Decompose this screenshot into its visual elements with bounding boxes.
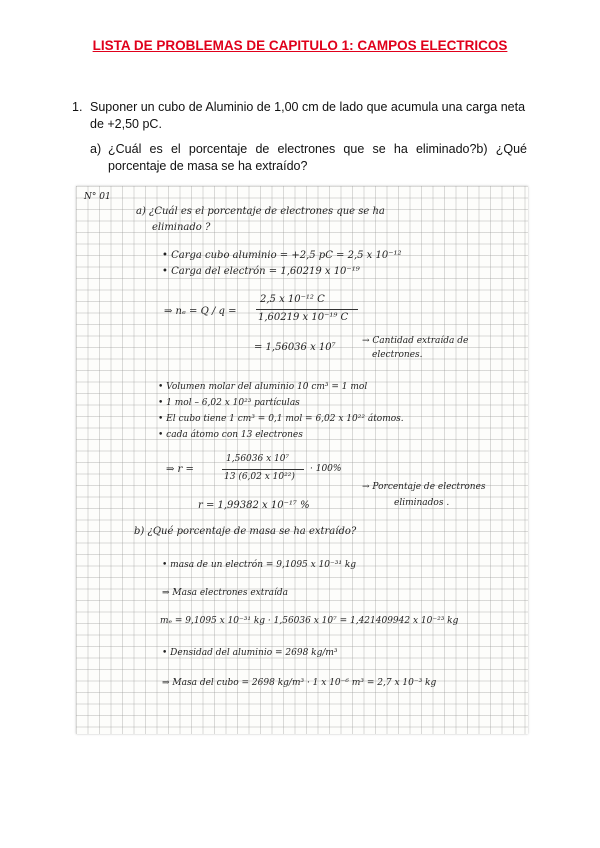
part-a-text: ¿Cuál es el porcentaje de electrones que se ha eliminado?b) ¿Qué porcentaje de masa se ha extraído? [108, 142, 527, 173]
hw-ne-denominator: 1,60219 x 10⁻¹⁹ C [258, 312, 349, 323]
hw-r-note-line1: → Porcentaje de electrones [362, 482, 486, 492]
hw-volumen-molar: • Volumen molar del aluminio 10 cm³ = 1 mol [158, 382, 368, 392]
hw-r-numerator: 1,56036 x 10⁷ [226, 454, 290, 464]
hw-mc-calculation: mₑ = 9,1095 x 10⁻³¹ kg · 1,56036 x 10⁷ = 1,421409942 x 10⁻²³ kg [160, 616, 459, 626]
hw-masa-cubo: ⇒ Masa del cubo = 2698 kg/m³ · 1 x 10⁻⁶ m³ = 2,7 x 10⁻³ kg [162, 678, 437, 688]
hw-r-lhs: ⇒ r = [166, 464, 194, 475]
hw-r-result: r = 1,99382 x 10⁻¹⁷ % [198, 500, 310, 511]
hw-r-denominator: 13 (6,02 x 10²²) [224, 472, 295, 482]
hw-mol-particulas: • 1 mol – 6,02 x 10²³ partículas [158, 398, 300, 408]
problem-part-a [90, 141, 527, 175]
hw-a-question-line2: eliminado ? [152, 222, 211, 233]
document-title: LISTA DE PROBLEMAS DE CAPITULO 1: CAMPOS ELECTRICOS [92, 38, 508, 53]
hw-masa-extraida: ⇒ Masa electrones extraída [162, 588, 289, 598]
hw-b-question: b) ¿Qué porcentaje de masa se ha extraído? [134, 526, 357, 537]
problem-statement [72, 99, 527, 133]
hw-cubo-tiene: • El cubo tiene 1 cm³ = 0,1 mol = 6,02 x 10²² átomos. [158, 414, 404, 424]
part-a-label: a) [90, 142, 102, 156]
hw-r-fraction-bar [222, 469, 304, 470]
hw-ne-numerator: 2,5 x 10⁻¹² C [260, 294, 325, 305]
handwritten-solution-image [76, 186, 528, 734]
hw-ne-result: = 1,56036 x 10⁷ [254, 342, 336, 353]
hw-carga-electron: • Carga del electrón = 1,60219 x 10⁻¹⁹ [162, 266, 360, 277]
problem-text: Suponer un cubo de Aluminio de 1,00 cm de lado que acumula una carga neta de +2,50 pC. [90, 100, 526, 131]
hw-r-note-line2: eliminados . [394, 498, 450, 508]
hw-a-question-line1: a) ¿Cuál es el porcentaje de electrones que se ha [136, 206, 385, 217]
hw-ne-note-line1: → Cantidad extraída de [362, 336, 469, 346]
hw-carga-cubo: • Carga cubo aluminio = +2,5 pC = 2,5 x 10⁻¹² [162, 250, 402, 261]
hw-masa-electron: • masa de un electrón = 9,1095 x 10⁻³¹ kg [162, 560, 357, 570]
hw-atomo-electrones: • cada átomo con 13 electrones [158, 430, 303, 440]
problem-number: 1. [72, 100, 83, 114]
hw-r-percent-multiplier: · 100% [310, 464, 342, 474]
hw-ne-lhs: ⇒ nₑ = Q / q = [164, 306, 237, 317]
hw-ne-fraction-bar [256, 309, 358, 310]
hw-problem-tag: N° 01 [84, 192, 111, 202]
hw-ne-note-line2: electrones. [372, 350, 423, 360]
hw-densidad-aluminio: • Densidad del aluminio = 2698 kg/m³ [162, 648, 338, 658]
